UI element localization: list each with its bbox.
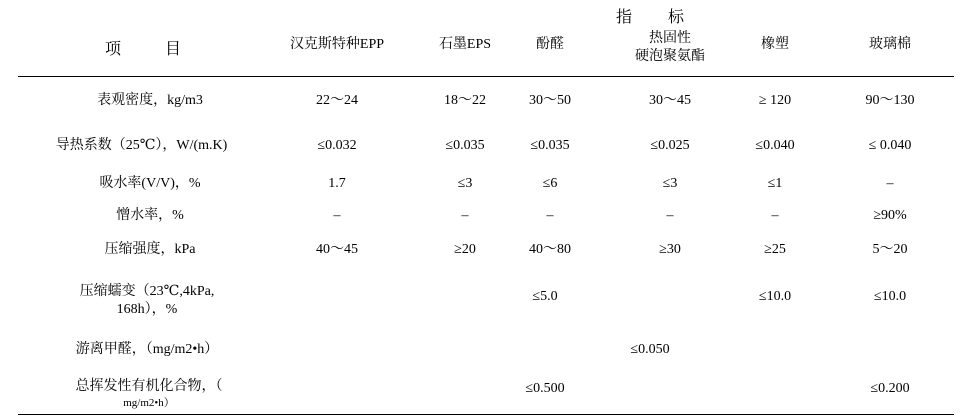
- cell-r4-c3: ≥30: [659, 242, 681, 257]
- cell-r3-c2: –: [546, 208, 554, 223]
- cell-r0-c2: 30～50: [529, 93, 571, 108]
- cell-r0-c4: ≥ 120: [758, 93, 792, 108]
- column-header-phenolic: 酚醛: [536, 37, 564, 52]
- column-header-graphite-eps: 石墨EPS: [438, 37, 492, 52]
- cell-merged-compressive-creep-rubber: ≤10.0: [758, 289, 792, 304]
- cell-r1-c0: ≤0.032: [317, 138, 357, 153]
- cell-r1-c3: ≤0.025: [650, 138, 690, 153]
- cell-r2-c0: 1.7: [328, 176, 346, 191]
- cell-r3-c1: –: [461, 208, 469, 223]
- cell-r3-c5: ≥90%: [873, 208, 907, 223]
- cell-r2-c5: –: [886, 176, 894, 191]
- cell-r3-c4: –: [771, 208, 779, 223]
- row-label-water-absorption: 吸水率(V/V)，%: [99, 176, 201, 191]
- cell-r0-c1: 18～22: [444, 93, 486, 108]
- cell-r3-c0: –: [333, 208, 341, 223]
- cell-r4-c2: 40～80: [529, 242, 571, 257]
- column-header-epp: 汉克斯特种EPP: [289, 37, 385, 52]
- cell-merged-compressive-creep-glass: ≤10.0: [873, 289, 907, 304]
- row-label-compressive-creep-line2: 168h），%: [116, 302, 178, 318]
- bottom-rule: [18, 414, 954, 415]
- cell-r4-c4: ≥25: [764, 242, 786, 257]
- cell-merged-free-formaldehyde-span: ≤0.050: [630, 342, 670, 357]
- cell-r1-c1: ≤0.035: [445, 138, 485, 153]
- cell-r1-c5: ≤ 0.040: [868, 138, 912, 153]
- cell-merged-tvoc-span: ≤0.500: [525, 381, 565, 396]
- row-label-compressive-strength: 压缩强度，kPa: [104, 242, 196, 257]
- row-label-hydrophobicity: 憎水率，%: [116, 208, 184, 223]
- row-label-apparent-density: 表观密度，kg/m3: [97, 93, 203, 108]
- cell-r3-c3: –: [666, 208, 674, 223]
- column-header-rubber-plastic: 橡塑: [761, 37, 789, 52]
- cell-r0-c3: 30～45: [649, 93, 691, 108]
- column-header-polyurethane-line2: 硬泡聚氨酯: [635, 48, 705, 64]
- row-label-compressive-creep-line1: 压缩蠕变（23℃,4kPa,: [79, 284, 215, 299]
- cell-r4-c0: 40～45: [316, 242, 358, 257]
- cell-r0-c5: 90～130: [865, 93, 915, 108]
- row-label-thermal-conductivity: 导热系数（25℃），W/(m.K): [55, 138, 228, 153]
- cell-r2-c4: ≤1: [767, 176, 783, 191]
- row-label-tvoc-line1: 总挥发性有机化合物，（: [75, 379, 223, 394]
- header-indicator: 指 标: [615, 9, 694, 26]
- header-rule: [18, 76, 954, 77]
- row-label-compressive-creep: [22, 283, 272, 319]
- cell-r2-c2: ≤6: [542, 176, 558, 191]
- cell-r1-c2: ≤0.035: [530, 138, 570, 153]
- cell-r0-c0: 22～24: [316, 93, 358, 108]
- row-label-tvoc: [14, 378, 284, 410]
- cell-r2-c1: ≤3: [457, 176, 473, 191]
- header-item: 项 目: [104, 41, 195, 58]
- row-label-tvoc-line2: mg/m2•h）: [123, 397, 175, 410]
- cell-r2-c3: ≤3: [662, 176, 678, 191]
- row-label-free-formaldehyde: 游离甲醛，（mg/m2•h）: [75, 342, 219, 357]
- cell-r4-c1: ≥20: [454, 242, 476, 257]
- column-header-glass-wool: 玻璃棉: [869, 37, 911, 52]
- cell-r1-c4: ≤0.040: [755, 138, 795, 153]
- cell-merged-tvoc-glass: ≤0.200: [870, 381, 910, 396]
- cell-merged-compressive-creep-span: ≤5.0: [532, 289, 558, 304]
- cell-r4-c5: 5～20: [872, 242, 908, 257]
- column-header-polyurethane-line1: 热固性: [649, 31, 691, 46]
